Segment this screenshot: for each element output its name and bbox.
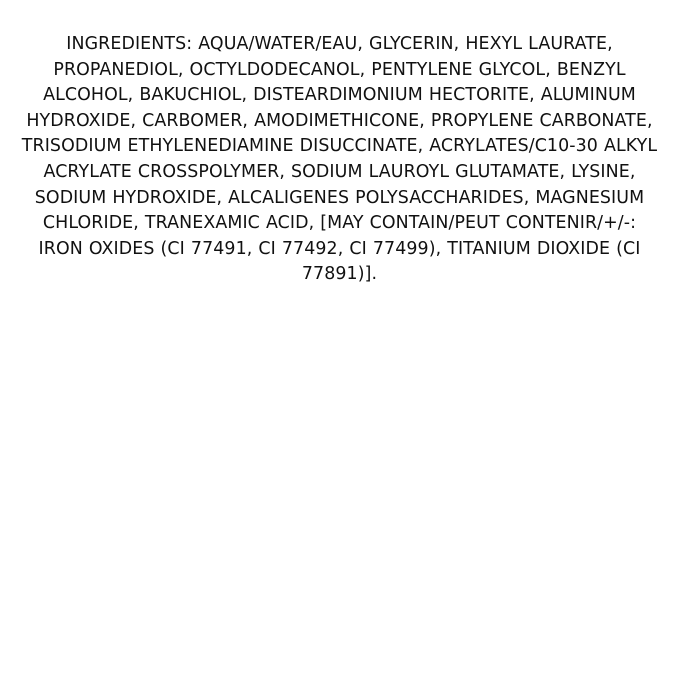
ingredients-list-text: INGREDIENTS: AQUA/WATER/EAU, GLYCERIN, HEXYL LAURATE, PROPANEDIOL, OCTYLDODECANOL, PENTYLENE GLYCOL, BENZYL ALCOHOL, BAKUCHIOL, DISTEARDIMONIUM HECTORITE, ALUMINUM HYDROXIDE, CARBOMER, AMODIMETHICONE, PROPYLENE CARBONATE, TRISODIUM ETHYLENEDIAMINE DISUCCINATE, ACRYLATES/C10-30 ALKYL ACRYLATE CROSSPOLYMER, SODIUM LAUROYL GLUTAMATE, LYSINE, SODIUM HYDROXIDE, ALCALIGENES POLYSACCHARIDES, MAGNESIUM CHLORIDE, TRANEXAMIC ACID, [MAY CONTAIN/PEUT CONTENIR/+/-: IRON OXIDES (CI 77491, CI 77492, CI 77499), TITANIUM DIOXIDE (CI 77891)]. [21, 34, 664, 285]
